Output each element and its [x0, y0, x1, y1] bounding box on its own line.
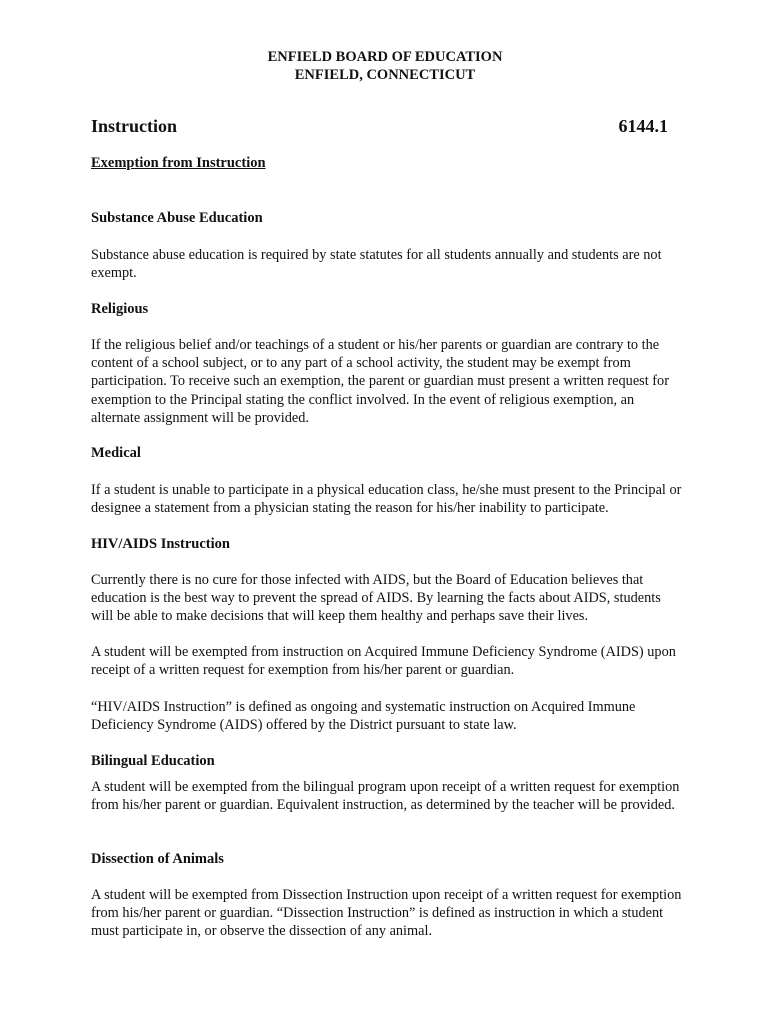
- paragraph-dissection: A student will be exempted from Dissection Instruction upon receipt of a written request for exemption from his/her parent or guardian. “Dissection Instruction” is defined as instruction in which a student must participate in, or observe the dissection of any animal.: [91, 887, 682, 940]
- district-name: ENFIELD BOARD OF EDUCATION: [267, 49, 503, 65]
- paragraph-substance-abuse: Substance abuse education is required by state statutes for all students annually and students are not exempt.: [91, 247, 662, 282]
- paragraph-medical: If a student is unable to participate in a physical education class, he/she must present to the Principal or designee a statement from a physician stating the reason for his/her inability to participate.: [91, 482, 682, 517]
- policy-title: Exemption from Instruction: [91, 155, 266, 171]
- paragraph-hiv-aids-2: A student will be exempted from instruction on Acquired Immune Deficiency Syndrome (AIDS) upon receipt of a written request for exemption from his/her parent or guardian.: [91, 644, 676, 679]
- policy-category: Instruction: [91, 116, 178, 136]
- heading-substance-abuse: Substance Abuse Education: [91, 210, 263, 226]
- policy-number: 6144.1: [618, 116, 668, 136]
- paragraph-hiv-aids-1: Currently there is no cure for those infected with AIDS, but the Board of Education believes that education is the best way to prevent the spread of AIDS. By learning the facts about AIDS, students will be able to make decisions that will keep them healthy and perhaps save their lives.: [91, 572, 661, 625]
- paragraph-bilingual: A student will be exempted from the bilingual program upon receipt of a written request for exemption from his/her parent or guardian. Equivalent instruction, as determined by the teacher will be provided.: [91, 779, 680, 814]
- heading-dissection: Dissection of Animals: [91, 851, 224, 867]
- paragraph-hiv-aids-3: “HIV/AIDS Instruction” is defined as ongoing and systematic instruction on Acquired Immune Deficiency Syndrome (AIDS) offered by the District pursuant to state law.: [91, 699, 636, 734]
- heading-religious: Religious: [91, 301, 149, 317]
- paragraph-religious: If the religious belief and/or teachings of a student or his/her parents or guardian are contrary to the content of a school subject, or to any part of a school activity, the student may be exempt from participation. To receive such an exemption, the parent or guardian must present a written request for exemption to the Principal stating the conflict involved. In the event of religious exemption, an alternate assignment will be provided.: [91, 337, 669, 426]
- district-location: ENFIELD, CONNECTICUT: [294, 67, 476, 83]
- heading-bilingual: Bilingual Education: [91, 753, 215, 769]
- heading-medical: Medical: [91, 445, 141, 461]
- heading-hiv-aids: HIV/AIDS Instruction: [91, 536, 230, 552]
